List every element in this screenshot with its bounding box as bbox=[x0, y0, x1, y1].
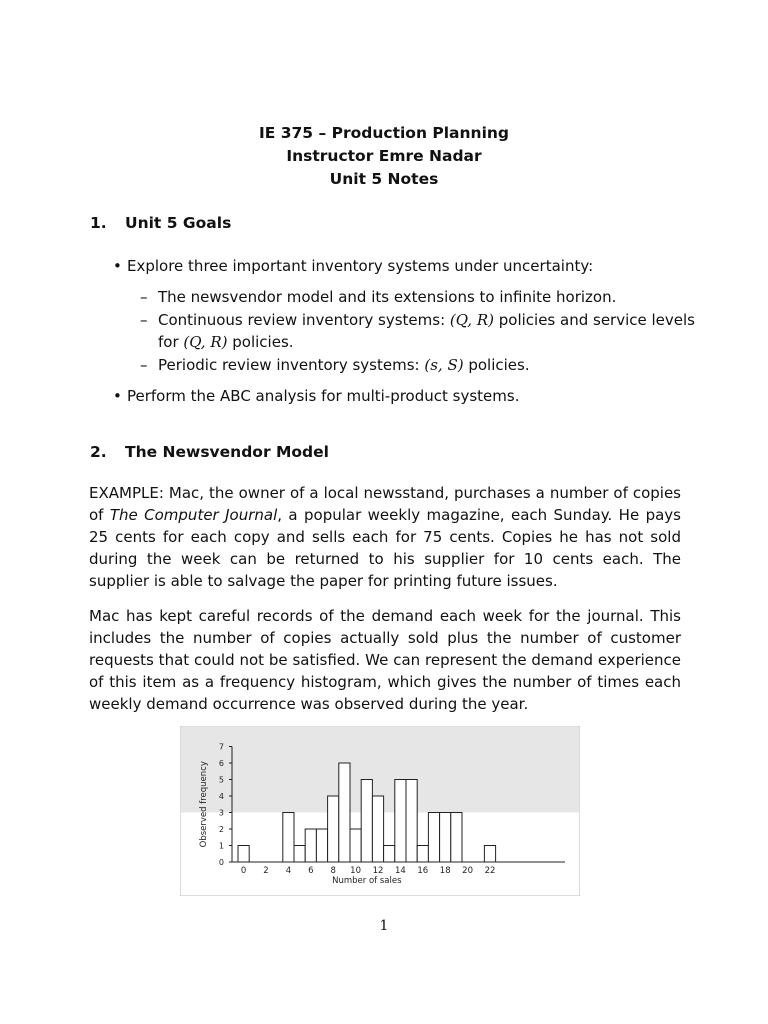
sub-item-3-text-a: Periodic review inventory systems: bbox=[158, 356, 425, 374]
sub-item-1 bbox=[140, 286, 617, 308]
sub-item-3-text-b: policies. bbox=[463, 356, 530, 374]
section-2-heading bbox=[90, 443, 329, 461]
records-paragraph: Mac has kept careful records of the demand each week for the journal. This includes the number of copies actually sold plus the number of customer requests that could not be satisfied. We can represent the demand experience of this item as a frequency histogram, which gives the number of times each weekly demand occurrence was observed during the year. bbox=[89, 607, 681, 713]
x-tick-label: 4 bbox=[285, 866, 292, 876]
sub-item-2-text-c: for bbox=[158, 333, 184, 351]
course-title: IE 375 – Production Planning bbox=[258, 124, 510, 142]
y-tick-label: 6 bbox=[218, 759, 224, 768]
x-tick-label: 20 bbox=[462, 866, 474, 876]
page-number: 1 bbox=[379, 918, 389, 934]
sub-item-2-text-b: policies and service levels bbox=[493, 311, 695, 329]
bullet-icon: • bbox=[113, 387, 122, 405]
y-tick-label: 0 bbox=[218, 858, 224, 867]
bar-11 bbox=[361, 780, 372, 863]
y-tick-label: 1 bbox=[218, 841, 224, 851]
goal-bullet-1-text: Explore three important inventory systems under uncertainty: bbox=[127, 257, 594, 275]
bar-0 bbox=[238, 846, 249, 863]
sub-item-2-text-d: policies. bbox=[227, 333, 294, 351]
goal-bullet-2 bbox=[113, 385, 520, 407]
section-2-number: 2. bbox=[90, 443, 107, 461]
sub-item-3 bbox=[140, 354, 530, 376]
y-tick-label: 3 bbox=[218, 808, 224, 818]
bar-22 bbox=[484, 846, 495, 863]
goal-bullet-2-text: Perform the ABC analysis for multi-product systems. bbox=[127, 387, 520, 405]
instructor-line: Instructor Emre Nadar bbox=[286, 147, 482, 165]
y-axis-label: Observed frequency bbox=[199, 761, 209, 848]
x-axis-label: Number of sales bbox=[332, 876, 402, 886]
dash-icon: – bbox=[140, 288, 148, 306]
unit-line: Unit 5 Notes bbox=[329, 170, 439, 188]
bar-17 bbox=[428, 813, 439, 863]
qr-math: (Q, R) bbox=[183, 333, 228, 351]
bar-9 bbox=[339, 763, 350, 862]
ss-math: (s, S) bbox=[424, 356, 464, 374]
dash-icon: – bbox=[140, 356, 148, 374]
bar-8 bbox=[328, 796, 339, 862]
bar-16 bbox=[417, 846, 428, 863]
x-tick-label: 16 bbox=[417, 866, 429, 876]
goal-bullet-1 bbox=[113, 255, 594, 277]
section-1-title: Unit 5 Goals bbox=[125, 214, 232, 232]
demand-histogram bbox=[180, 726, 580, 896]
x-tick-label: 14 bbox=[394, 866, 406, 876]
qr-math: (Q, R) bbox=[449, 311, 494, 329]
document-title bbox=[0, 122, 768, 191]
bar-4 bbox=[283, 813, 294, 863]
section-1-heading bbox=[90, 214, 231, 232]
x-tick-label: 2 bbox=[263, 866, 269, 876]
bar-5 bbox=[294, 846, 305, 863]
x-tick-label: 22 bbox=[484, 866, 496, 876]
y-tick-label: 5 bbox=[218, 775, 224, 785]
sub-item-2-text-a: Continuous review inventory systems: bbox=[158, 311, 450, 329]
sub-item-2-cont bbox=[158, 331, 294, 353]
bar-15 bbox=[406, 780, 417, 863]
bar-13 bbox=[384, 846, 395, 863]
bar-18 bbox=[440, 813, 451, 863]
dash-icon: – bbox=[140, 311, 148, 329]
section-1-number: 1. bbox=[90, 214, 107, 232]
x-tick-label: 12 bbox=[372, 866, 384, 876]
bar-6 bbox=[305, 829, 316, 862]
y-tick-label: 4 bbox=[218, 792, 224, 801]
x-tick-label: 0 bbox=[240, 866, 247, 876]
x-tick-label: 10 bbox=[350, 866, 362, 876]
bar-12 bbox=[372, 796, 383, 862]
y-tick-label: 7 bbox=[218, 742, 224, 752]
example-text-b: , a popular weekly magazine, each Sunday. He pays 25 cents for each copy and sells each for 75 cents. Copies he has not sold during the week can be returned to his supplier for 10 cents each. The supplier is able to salvage the paper for printing future issues. bbox=[89, 506, 681, 590]
example-paragraph bbox=[89, 482, 681, 592]
sub-item-2 bbox=[140, 309, 695, 331]
example-text-a: EXAMPLE: Mac, the owner of a local newsstand, purchases a number of copies of bbox=[89, 484, 681, 524]
x-tick-label: 8 bbox=[330, 866, 336, 876]
y-tick-label: 2 bbox=[218, 825, 224, 834]
bar-7 bbox=[316, 829, 327, 862]
histogram-svg bbox=[180, 726, 580, 896]
bullet-icon: • bbox=[113, 257, 122, 275]
x-tick-label: 6 bbox=[308, 866, 314, 876]
section-2-title: The Newsvendor Model bbox=[125, 443, 329, 461]
x-tick-label: 18 bbox=[439, 866, 451, 876]
sub-item-1-text: The newsvendor model and its extensions to infinite horizon. bbox=[158, 288, 617, 306]
journal-title: The Computer Journal bbox=[109, 506, 278, 524]
bar-19 bbox=[451, 813, 462, 863]
bar-10 bbox=[350, 829, 361, 862]
bar-14 bbox=[395, 780, 406, 863]
